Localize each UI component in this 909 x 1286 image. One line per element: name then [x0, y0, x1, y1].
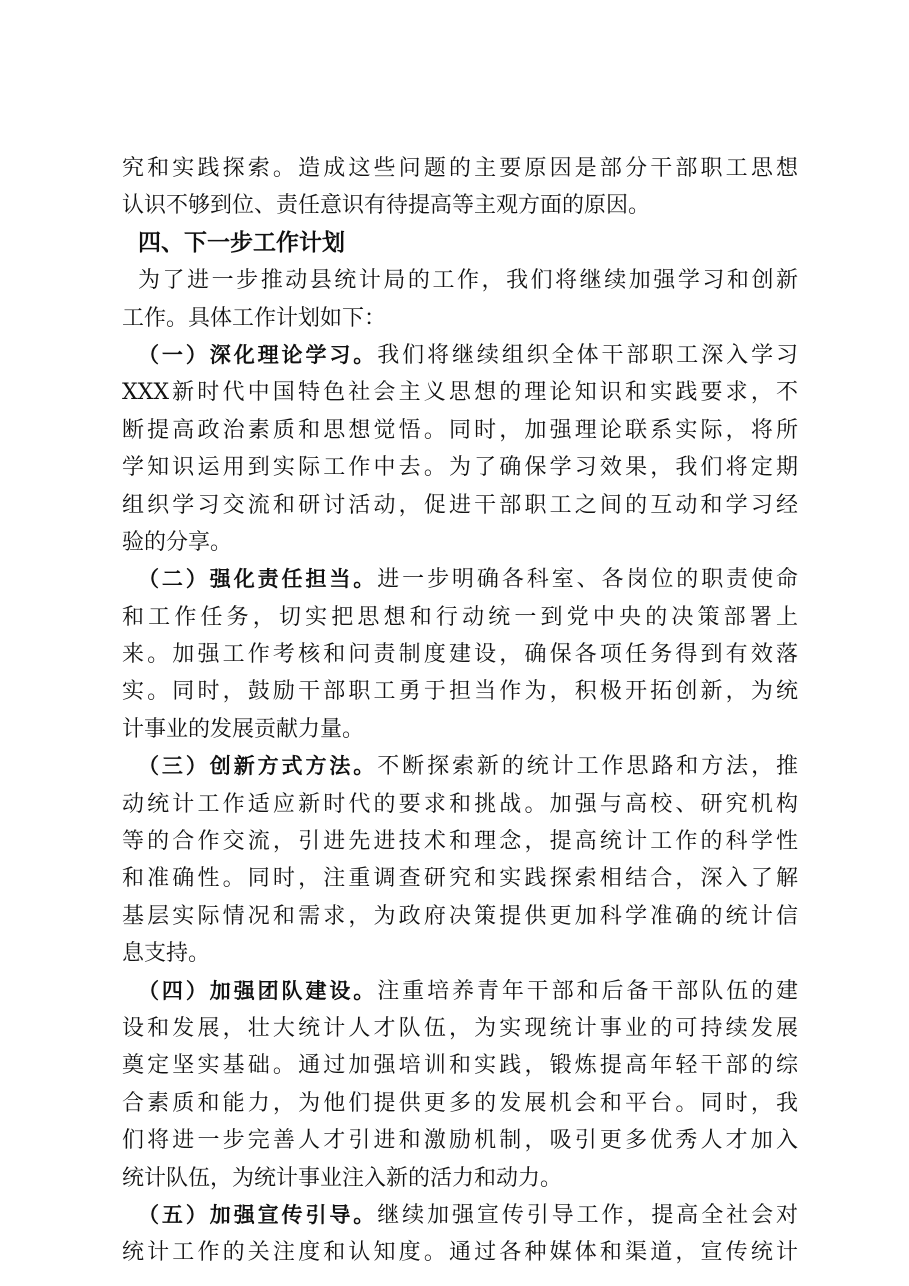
plan-item-line: 和准确性。同时，注重调查研究和实践探索相结合，深入了解: [122, 866, 798, 892]
plan-item-lead: （二）强化责任担当。: [138, 567, 378, 592]
document-body: [122, 150, 798, 1272]
plan-item-line: 等的合作交流，引进先进技术和理念，提高统计工作的科学性: [122, 829, 798, 855]
section-heading: 四、下一步工作计划: [138, 229, 345, 256]
plan-item-lead: （四）加强团队建设。: [138, 978, 378, 1003]
plan-item-line: 动统计工作适应新时代的要求和挑战。加强与高校、研究机构: [122, 791, 798, 817]
plan-item-line: 来。加强工作考核和问责制度建设，确保各项任务得到有效落: [122, 642, 798, 668]
plan-item-line: 合素质和能力，为他们提供更多的发展机会和平台。同时，我: [122, 1090, 798, 1116]
plan-item-first-line: [122, 973, 798, 1010]
plan-item-first-line: [122, 748, 798, 785]
plan-item-paragraph: [122, 748, 798, 972]
plan-item-line: 和工作任务，切实把思想和行动统一到党中央的决策部署上: [122, 604, 798, 630]
plan-item-paragraph: [122, 561, 798, 748]
plan-item-text: 不断探索新的统计工作思路和方法，推: [377, 754, 798, 780]
plan-item-line: 统计工作的关注度和认知度。通过各种媒体和渠道，宣传统计: [122, 1240, 798, 1266]
body-line: 究和实践探索。造成这些问题的主要原因是部分干部职工思想: [122, 156, 798, 181]
plan-items: [122, 337, 798, 1272]
plan-item-line: 验的分享。: [122, 529, 233, 555]
plan-item-line: XXX新时代中国特色社会主义思想的理论知识和实践要求，不: [122, 380, 798, 406]
plan-item-text: 进一步明确各科室、各岗位的职责使命: [377, 567, 798, 593]
plan-item-line: 统计队伍，为统计事业注入新的活力和动力。: [122, 1165, 563, 1191]
plan-item-line: 设和发展，壮大统计人才队伍，为实现统计事业的可持续发展: [122, 1015, 798, 1041]
plan-item-paragraph: [122, 337, 798, 561]
plan-item-lead: （五）加强宣传引导。: [138, 1202, 378, 1227]
plan-item-first-line: [122, 1197, 798, 1234]
plan-item-lead: （三）创新方式方法。: [138, 754, 378, 779]
plan-item-line: 们将进一步完善人才引进和激励机制，吸引更多优秀人才加入: [122, 1128, 798, 1154]
plan-item-line: 实。同时，鼓励干部职工勇于担当作为，积极开拓创新，为统: [122, 679, 798, 705]
plan-item-lead: （一）深化理论学习。: [138, 342, 378, 367]
plan-item-line: 断提高政治素质和思想觉悟。同时，加强理论联系实际，将所: [122, 417, 798, 443]
plan-item-line: 基层实际情况和需求，为政府决策提供更加科学准确的统计信: [122, 903, 798, 929]
intro-line: 为了进一步推动县统计局的工作，我们将继续加强学习和创新: [138, 268, 798, 294]
body-line: 认识不够到位、责任意识有待提高等主观方面的原因。: [122, 193, 651, 219]
plan-item-line: 计事业的发展贡献力量。: [122, 716, 365, 742]
plan-item-first-line: [122, 337, 798, 374]
plan-item-paragraph: [122, 1197, 798, 1272]
plan-item-text: 继续加强宣传引导工作，提高全社会对: [377, 1202, 798, 1228]
plan-item-line: 学知识运用到实际工作中去。为了确保学习效果，我们将定期: [122, 455, 798, 481]
plan-item-first-line: [122, 561, 798, 598]
plan-item-line: 组织学习交流和研讨活动，促进干部职工之间的互动和学习经: [122, 492, 798, 518]
plan-item-line: 奠定坚实基础。通过加强培训和实践，锻炼提高年轻干部的综: [122, 1053, 798, 1079]
intro-line: 工作。具体工作计划如下：: [122, 305, 387, 331]
plan-item-text: 我们将继续组织全体干部职工深入学习: [377, 342, 798, 368]
plan-item-text: 注重培养青年干部和后备干部队伍的建: [377, 978, 798, 1004]
plan-item-paragraph: [122, 973, 798, 1197]
plan-item-line: 息支持。: [122, 941, 211, 967]
